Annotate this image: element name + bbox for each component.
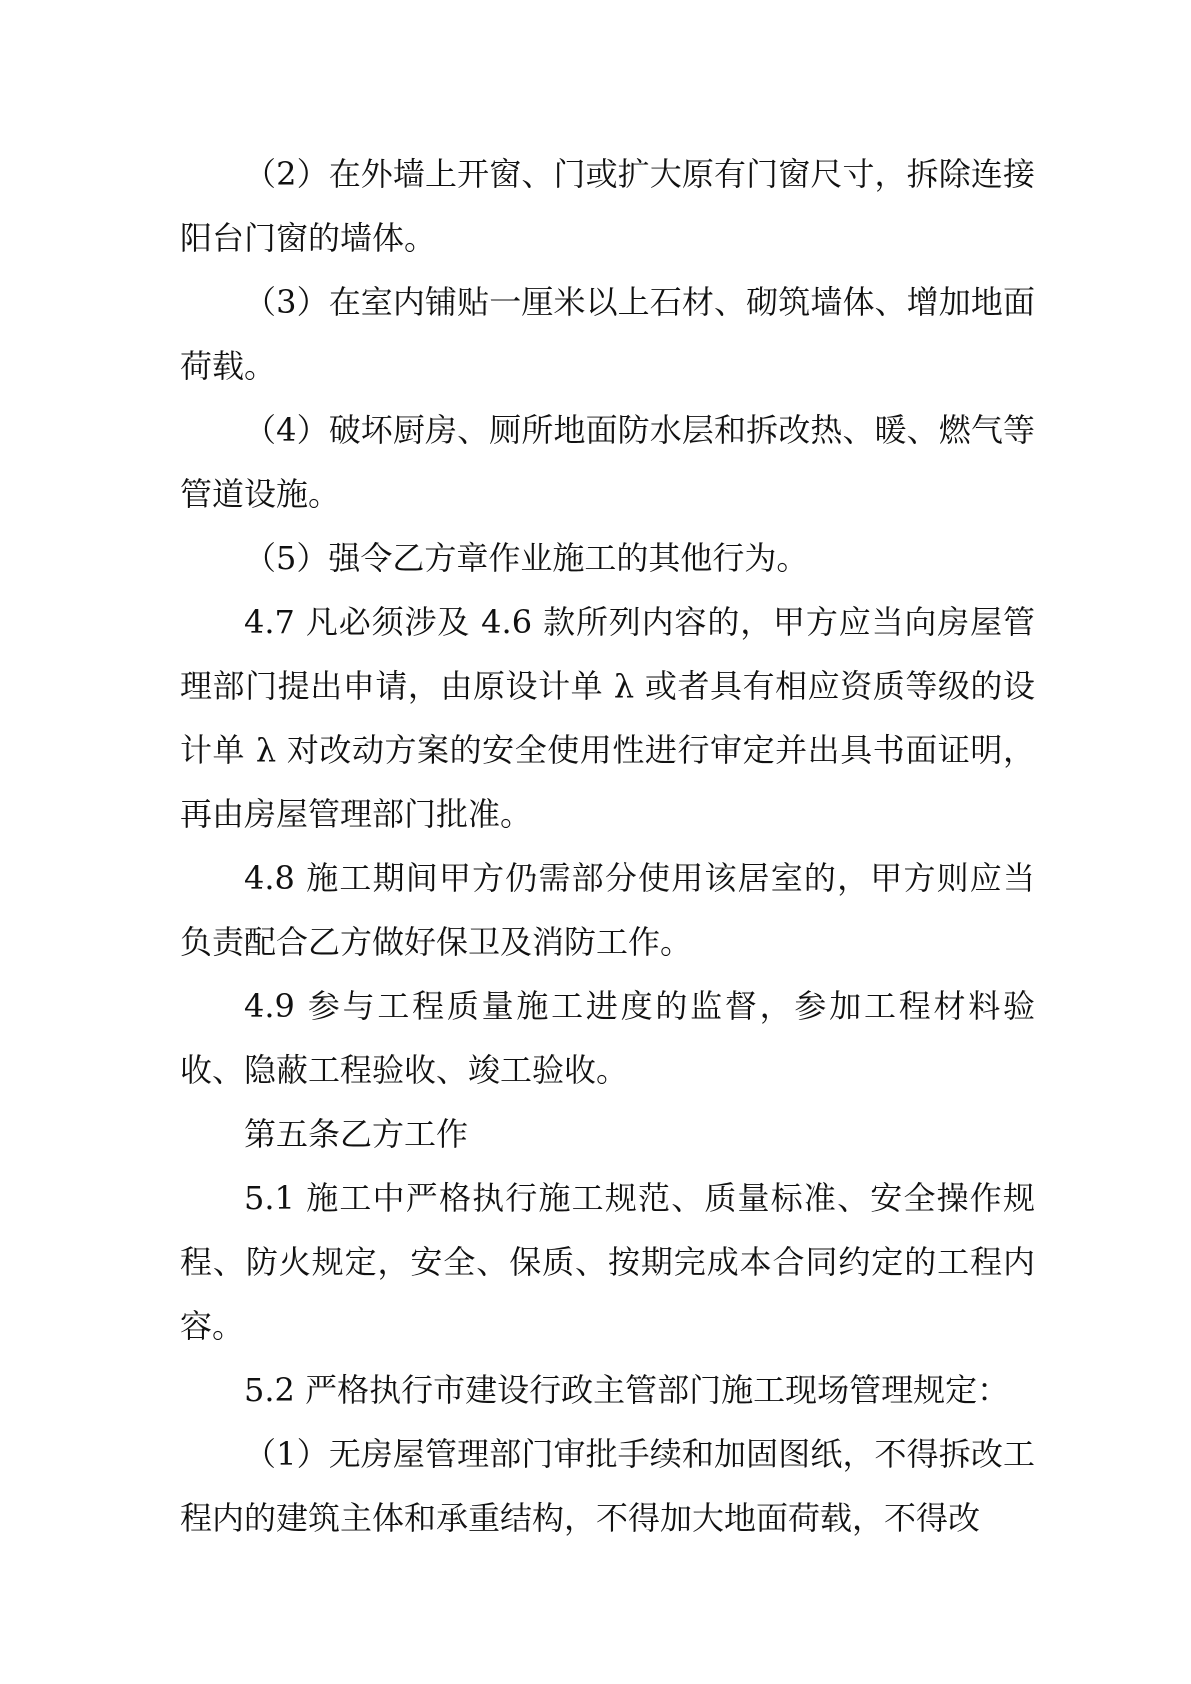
document-body: [180, 142, 1035, 1550]
clause-4-9: 4.9 参与工程质量施工进度的监督，参加工程材料验收、隐蔽工程验收、竣工验收。: [180, 987, 1035, 1089]
clause-4-7: 4.7 凡必须涉及 4.6 款所列内容的，甲方应当向房屋管理部门提出申请，由原设计单 λ 或者具有相应资质等级的设计单 λ 对改动方案的安全使用性进行审定并出具书面证明，再由房屋管理部门批准。: [180, 603, 1035, 833]
paragraph-item-3: （3）在室内铺贴一厘米以上石材、砌筑墙体、增加地面荷载。: [180, 283, 1035, 385]
paragraph-item-5: （5）强令乙方章作业施工的其他行为。: [244, 539, 809, 577]
clause-5-2: 5.2 严格执行市建设行政主管部门施工现场管理规定：: [244, 1371, 1010, 1409]
clause-5-1: 5.1 施工中严格执行施工规范、质量标准、安全操作规程、防火规定，安全、保质、按期完成本合同约定的工程内容。: [180, 1179, 1035, 1345]
paragraph-item-4: （4）破坏厨房、厕所地面防水层和拆改热、暖、燃气等管道设施。: [180, 411, 1035, 513]
article-5-heading: 第五条乙方工作: [244, 1115, 469, 1153]
paragraph-item-2: （2）在外墙上开窗、门或扩大原有门窗尺寸，拆除连接阳台门窗的墙体。: [180, 155, 1035, 257]
clause-4-8: 4.8 施工期间甲方仍需部分使用该居室的，甲方则应当负责配合乙方做好保卫及消防工作。: [180, 859, 1035, 961]
clause-5-2-item-1: （1）无房屋管理部门审批手续和加固图纸，不得拆改工程内的建筑主体和承重结构，不得加大地面荷载，不得改: [180, 1435, 1035, 1537]
